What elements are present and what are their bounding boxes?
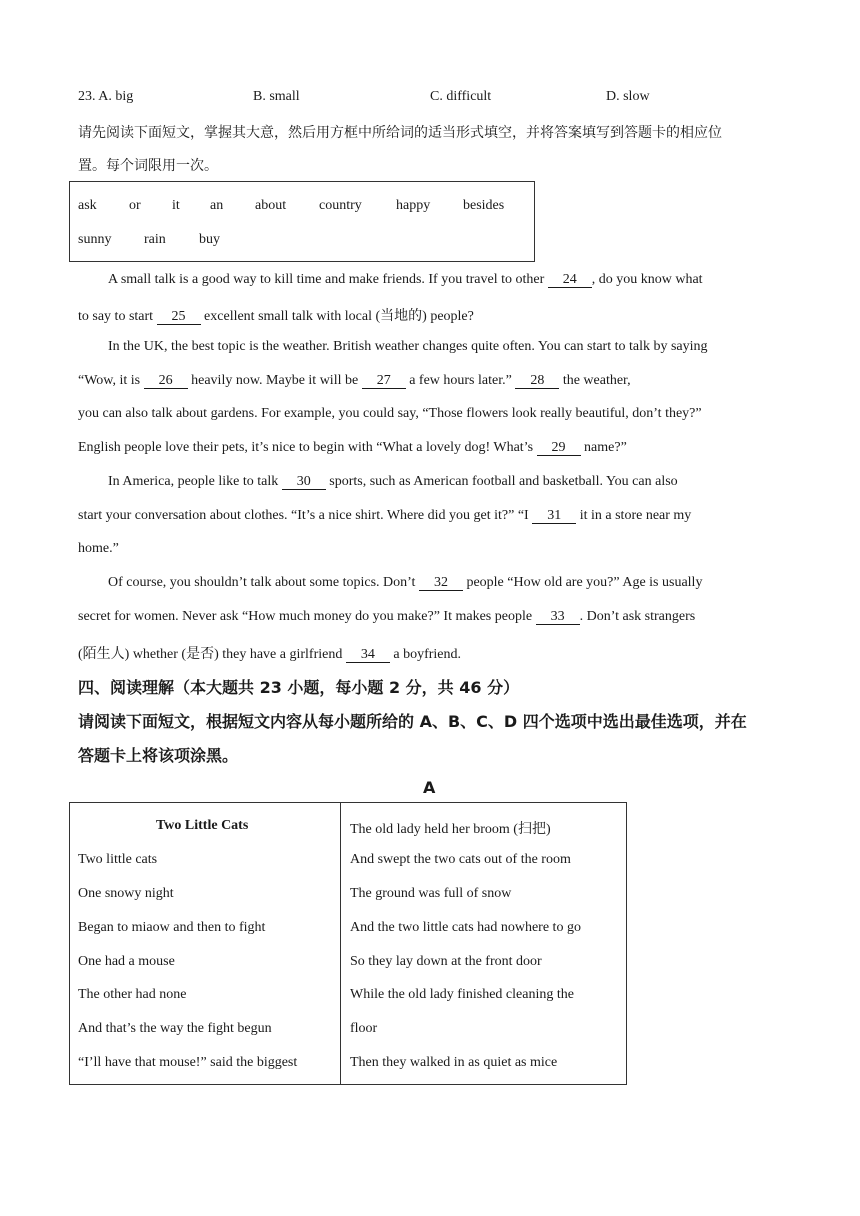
poem-title: Two Little Cats (156, 818, 249, 833)
passage-line: start your conversation about clothes. “It’s a nice shirt. Where did you get it?” “I 31 it in a store near my (78, 508, 692, 523)
section-instructions-line1: 请阅读下面短文，根据短文内容从每小题所给的 A、B、C、D 四个选项中选出最佳选项，并在 (78, 712, 747, 731)
word-bank-word: country (319, 198, 362, 213)
passage-line: In America, people like to talk 30 sports, such as American football and basketball. You can also (108, 474, 678, 489)
passage-line: Of course, you shouldn’t talk about some topics. Don’t 32 people “How old are you?” Age is usually (108, 575, 703, 590)
word-bank-word: ask (78, 198, 97, 213)
passage-line: (陌生人) whether (是否) they have a girlfriend 34 a boyfriend. (78, 647, 462, 662)
section-heading: 四、阅读理解（本大题共 23 小题，每小题 2 分，共 46 分） (78, 678, 520, 697)
poem-line-right: And swept the two cats out of the room (350, 852, 571, 867)
blank-32[interactable]: 32 (419, 575, 463, 591)
poem-line-right: Then they walked in as quiet as mice (350, 1055, 558, 1070)
word-bank-word: happy (396, 198, 431, 213)
passage-line: secret for women. Never ask “How much money do you make?” It makes people 33 . Don’t ask strangers (78, 609, 696, 624)
blank-26[interactable]: 26 (144, 373, 188, 389)
passage-line: to say to start 25 excellent small talk with local (当地的) people? (78, 309, 474, 324)
blank-27[interactable]: 27 (362, 373, 406, 389)
blank-29[interactable]: 29 (537, 440, 581, 456)
table-divider (340, 802, 341, 1085)
poem-line-left: Began to miaow and then to fight (78, 920, 266, 935)
blank-30[interactable]: 30 (282, 474, 326, 490)
poem-line-left: “I’ll have that mouse!” said the biggest (78, 1055, 298, 1070)
section-instructions-line2: 答题卡上将该项涂黑。 (78, 746, 239, 765)
poem-line-right: The ground was full of snow (350, 886, 512, 901)
blank-28[interactable]: 28 (515, 373, 559, 389)
poem-line-right: The old lady held her broom (扫把) (350, 822, 551, 837)
blank-34[interactable]: 34 (346, 647, 390, 663)
part-label: A (423, 778, 436, 797)
passage-line: A small talk is a good way to kill time and make friends. If you travel to other 24 , do you know what (108, 272, 703, 287)
passage-line: “Wow, it is 26 heavily now. Maybe it will be 27 a few hours later.” 28 the weather, (78, 373, 631, 388)
word-bank-word: buy (199, 232, 220, 247)
poem-line-left: One snowy night (78, 886, 174, 901)
blank-33[interactable]: 33 (536, 609, 580, 625)
poem-line-right: So they lay down at the front door (350, 954, 542, 969)
q23-option-a: 23. A. big (78, 89, 134, 104)
word-bank-word: an (210, 198, 224, 213)
blank-24[interactable]: 24 (548, 272, 592, 288)
word-bank-word: it (172, 198, 180, 213)
word-bank-word: about (255, 198, 287, 213)
poem-line-right: And the two little cats had nowhere to go (350, 920, 581, 935)
poem-line-right: floor (350, 1021, 378, 1036)
passage-line: you can also talk about gardens. For example, you could say, “Those flowers look really beautiful, don’t they?” (78, 406, 702, 421)
passage-line: English people love their pets, it’s nice to begin with “What a lovely dog! What’s 29 name?” (78, 440, 627, 455)
passage-line: In the UK, the best topic is the weather. British weather changes quite often. You can start to talk by saying (108, 339, 708, 354)
word-bank-box (69, 181, 535, 262)
word-bank-word: besides (463, 198, 505, 213)
blank-25[interactable]: 25 (157, 309, 201, 325)
cloze-instructions-line2: 置。每个词限用一次。 (78, 159, 218, 174)
q23-option-d: D. slow (606, 89, 650, 104)
poem-line-left: And that’s the way the fight begun (78, 1021, 272, 1036)
word-bank-word: or (129, 198, 141, 213)
poem-line-right: While the old lady finished cleaning the (350, 987, 574, 1002)
q23-option-c: C. difficult (430, 89, 492, 104)
word-bank-word: sunny (78, 232, 112, 247)
poem-line-left: Two little cats (78, 852, 158, 867)
poem-line-left: One had a mouse (78, 954, 175, 969)
poem-line-left: The other had none (78, 987, 187, 1002)
poem-table (69, 802, 627, 1085)
passage-line: home.” (78, 541, 119, 556)
word-bank-word: rain (144, 232, 166, 247)
blank-31[interactable]: 31 (532, 508, 576, 524)
q23-option-b: B. small (253, 89, 300, 104)
cloze-instructions-line1: 请先阅读下面短文，掌握其大意，然后用方框中所给词的适当形式填空，并将答案填写到答题卡的相应位 (78, 126, 722, 141)
